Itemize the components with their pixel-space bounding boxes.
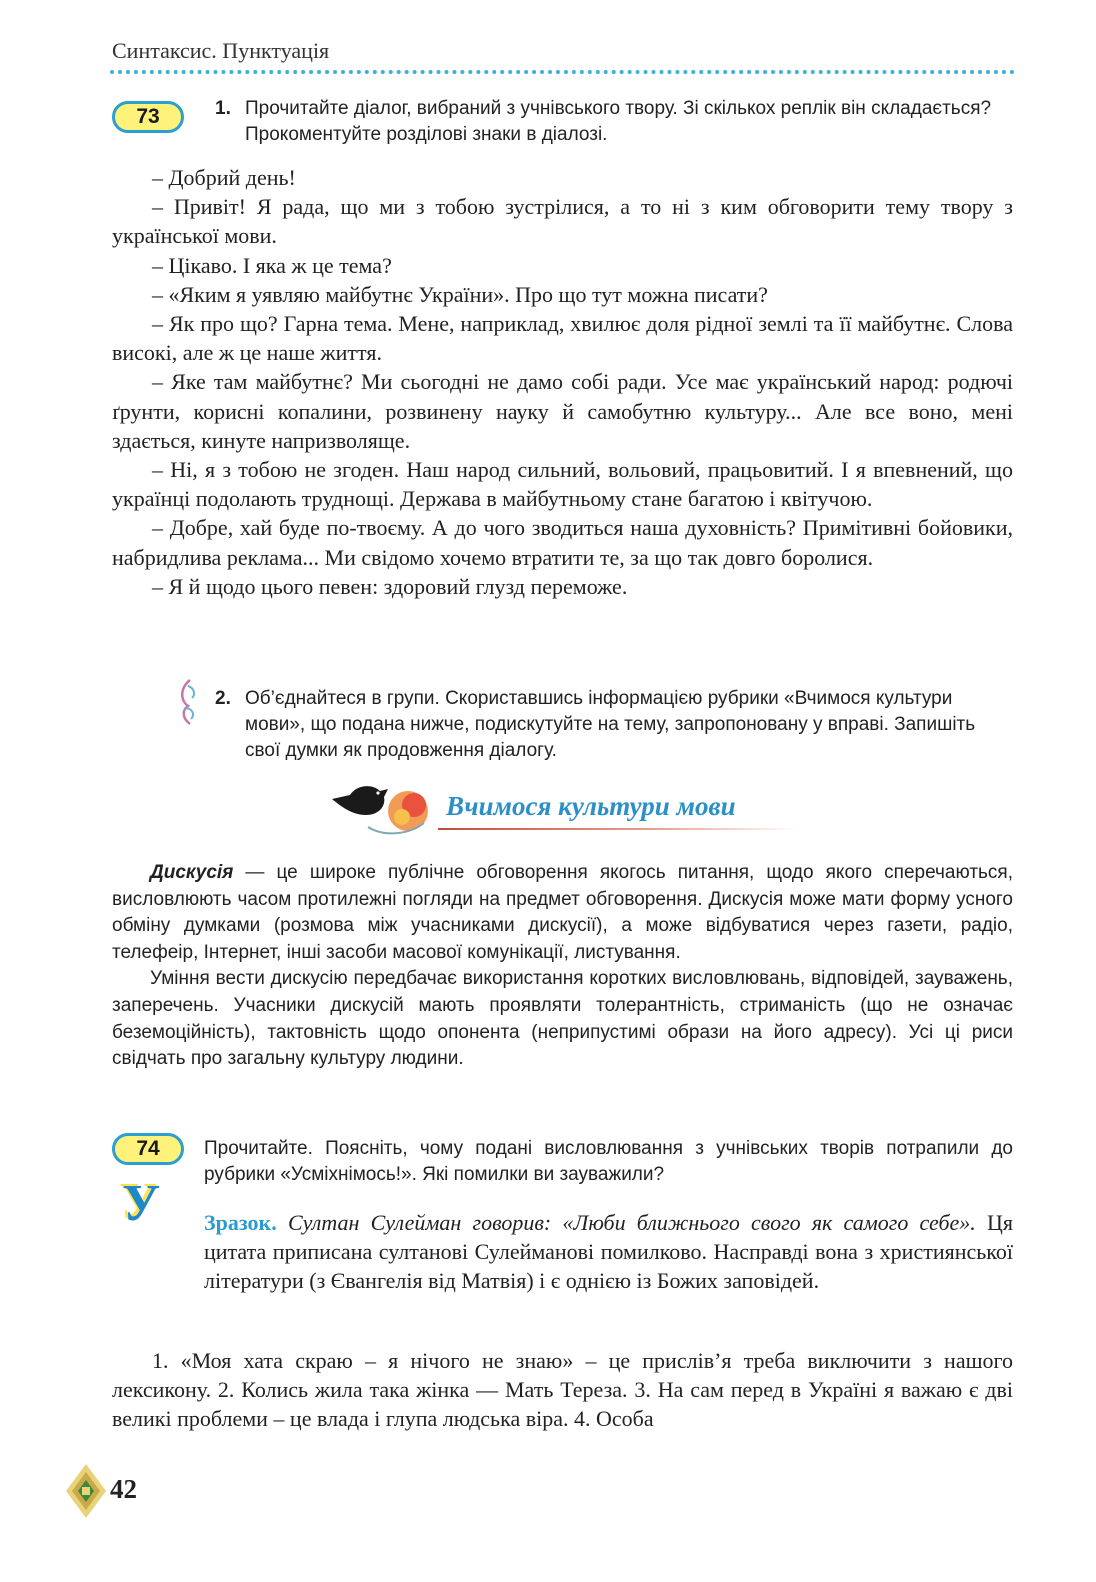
task-74: Прочитайте. Поясніть, чому подані висловлювання з учнівських творів потрапили до рубрики «Усміхнімось!». Які помилки ви зауважили?	[204, 1138, 1013, 1185]
task-text: Об’єднайтеся в групи. Скориставшись інформацією рубрики «Вчимося культури мови», що подана нижче, подискутуйте на тему, запропоновану у вправі. Запишіть свої думки як продовження діалогу.	[245, 688, 976, 761]
rubric-underline	[438, 828, 798, 830]
smile-rubric-icon: У	[122, 1175, 161, 1232]
task-number: 2.	[215, 688, 231, 709]
rubric-banner	[328, 777, 798, 847]
dialog-line: – Яке там майбутнє? Ми сьогодні не дамо собі ради. Усе має український народ: родючі ґрунти, корисні копалини, розвинену науку й самобутню культуру... Але все воно, мені здається, кинуте напризволяще.	[112, 369, 1013, 453]
task-text: Прочитайте діалог, вибраний з учнівського твору. Зі скількох реплік він складається? Прокоментуйте розділові знаки в діалозі.	[245, 98, 992, 145]
page-ornament-icon	[62, 1462, 110, 1520]
sample-quote: Султан Сулейман говорив: «Люби ближнього свого як самого себе».	[287, 1210, 976, 1235]
dialog	[112, 163, 1013, 601]
exercise-badge-74: 74	[112, 1133, 184, 1165]
header-divider	[110, 70, 1015, 74]
exercise-badge-73: 73	[112, 101, 184, 133]
dialog-line: – Добрий день!	[152, 165, 296, 190]
dialog-line: – Цікаво. І яка ж це тема?	[152, 252, 392, 278]
feather-icon	[176, 678, 202, 728]
info-paragraph: Уміння вести дискусію передбачає використання коротких висловлювань, відповідей, зауважень, заперечень. Учасники дискусій мають проявляти толерантність, стриманість (що не означає беземоційність), тактовність щодо опонента (неприпустимі образи на його адресу). Усі ці риси свідчать про загальну культуру людини.	[112, 968, 1013, 1070]
bird-flower-icon	[328, 777, 440, 847]
info-paragraph	[112, 860, 1013, 966]
sample-block	[204, 1208, 1013, 1296]
task-73-2	[215, 686, 1013, 764]
dialog-line: – Привіт! Я рада, що ми з тобою зустрілися, а то ні з ким обговорити тему твору з української мови.	[112, 194, 1013, 249]
page-number: 42	[110, 1474, 137, 1504]
dialog-line: – «Яким я уявляю майбутнє України». Про що тут можна писати?	[152, 281, 768, 307]
dialog-line: – Добре, хай буде по-твоєму. А до чого зводиться наша духовність? Примітивні бойовики, набридлива реклама... Ми свідомо хочемо втратити те, за що так довго боролися.	[112, 515, 1013, 570]
dialog-line: – Ні, я з тобою не згоден. Наш народ сильний, вольовий, працьовитий. І я впевнений, що українці подолають труднощі. Держава в майбутньому стане багатою і квітучою.	[112, 457, 1013, 512]
dialog-line: – Я й щодо цього певен: здоровий глузд переможе.	[152, 573, 628, 599]
info-definition: — це широке публічне обговорення якогось питання, щодо якого сперечаються, висловлюють часом протилежні погляди на предмет обговорення. Дискусія може мати форму усного обміну думками (розмова між учасниками дискусії), а може відбуватися через газети, радіо, телефеір, Інтернет, інші засоби масової комунікації, листування.	[112, 862, 1013, 963]
header-title: Синтаксис. Пунктуація	[112, 38, 330, 63]
sample-label: Зразок.	[204, 1210, 277, 1235]
task-number: 1.	[215, 98, 231, 119]
info-block	[112, 860, 1013, 1073]
rubric-title: Вчимося культури мови	[446, 791, 736, 821]
info-term: Дискусія	[150, 862, 234, 883]
examples-text: 1. «Моя хата скраю – я нічого не знаю» – це прислів’я треба виключити з нашого лексикону. 2. Колись жила така жінка — Мать Тереза. 3. На сам перед в Україні я важаю є дві великі проблеми – це влада і глупа людська віра. 4. Особа	[112, 1348, 1013, 1432]
task-73-1	[215, 96, 1013, 148]
sample-text: Ця цитата приписана султанові Сулейманові помилково. Насправді вона з християнської літератури (з Євангелія від Матвія) і є однією із Божих заповідей.	[204, 1210, 1013, 1294]
dialog-line: – Як про що? Гарна тема. Мене, наприклад, хвилює доля рідної землі та її майбутнє. Слова високі, але ж це наше життя.	[112, 311, 1013, 366]
